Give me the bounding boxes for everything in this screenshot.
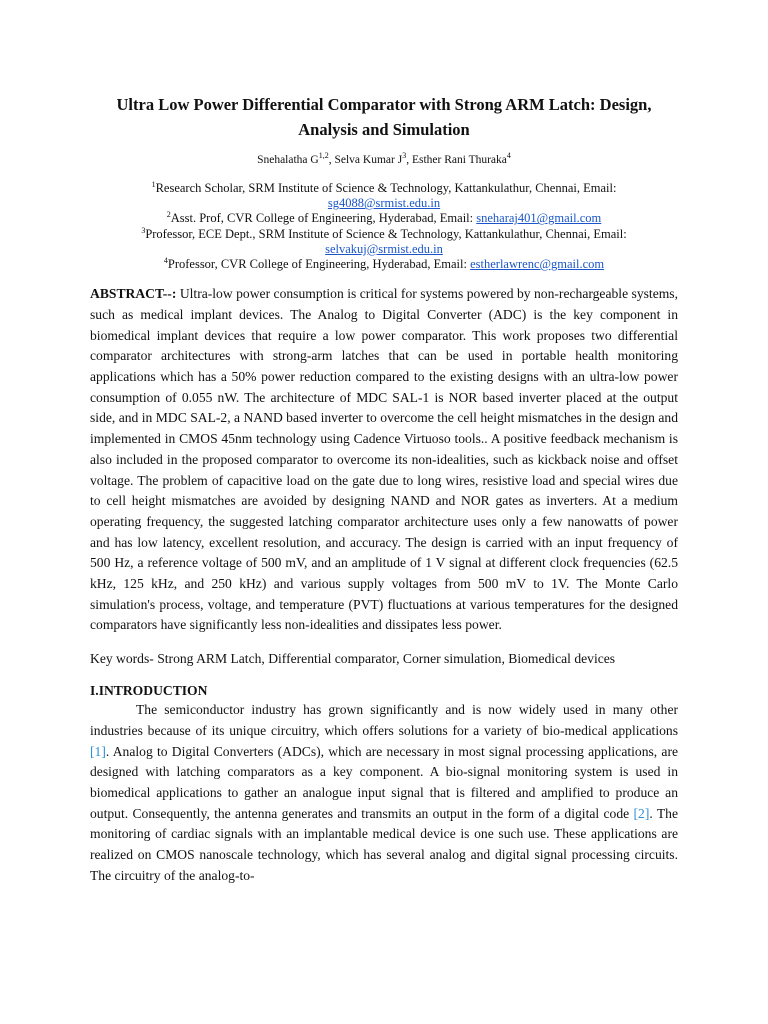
- email-link[interactable]: sg4088@srmist.edu.in: [327, 196, 441, 211]
- email-link[interactable]: selvakuj@srmist.edu.in: [325, 241, 443, 256]
- affiliation-text: Professor, CVR College of Engineering, Hyderabad, Email:: [167, 257, 467, 272]
- affiliation-mark: 1: [151, 179, 156, 189]
- affiliation: [90, 257, 678, 272]
- author: [411, 151, 511, 166]
- abstract-text: Ultra-low power consumption is critical for systems powered by non-rechargeable systems, such as medical implant devices. The Analog to Digital Converter (ADC) is the key component in biomedical implant devices that require a low power comparator. This work proposes two differential comparator architectures with strong-arm latches that can be used in portable health monitoring applications which has a 50% power reduction compared to the existing designs with an ultra-low power consumption of 0.055 nW. The architecture of MDC SAL-1 is NOR based inverter placed at the output side, and in MDC SAL-2, a NAND based inverter to overcome the cell height mismatches in the design and implemented in CMOS 45nm technology using Cadence Virtuoso tools.. A positive feedback mechanism is also included in the proposed comparator to overcome its non-idealities, such as kickback noise and offset voltage. The problem of capacitive load on the gate due to long wires, resistive load and special wires due to cell height mismatches are avoided by designing NAND and NOR gates as inverters. At a medium operating frequency, the suggested latching comparator architecture uses only a few nanowatts of power and has low latency, excellent resolution, and accuracy. The design is carried with an input frequency of 500 Hz, a reference voltage of 500 mV, and an amplitude of 1 V signal at different clock frequencies (62.5 kHz, 125 kHz, and 250 kHz) and various supply voltages from 500 mV to 1V. The Monte Carlo simulation's process, voltage, and temperature (PVT) fluctuations at various temperatures for the designed comparators have significantly less non-idealities and dissipates less power.: [90, 286, 678, 633]
- affiliation: [90, 181, 678, 211]
- author-affiliation-mark: 1,2: [318, 151, 329, 161]
- section-heading: I.INTRODUCTION: [90, 683, 208, 699]
- affiliation-text: Asst. Prof, CVR College of Engineering, Hyderabad, Email:: [170, 211, 474, 226]
- author-name: Snehalatha G: [257, 154, 319, 166]
- affiliation: [90, 211, 678, 226]
- author-affiliation-mark: 4: [506, 151, 511, 161]
- citation-link[interactable]: [2]: [633, 805, 650, 821]
- paper-title: Ultra Low Power Differential Comparator with Strong ARM Latch: Design, Analysis and Simulation: [116, 95, 652, 139]
- affiliation-text: Professor, ECE Dept., SRM Institute of Science & Technology, Kattankulathur, Chennai, Email:: [145, 226, 627, 241]
- author: Snehalatha G$^{1,2}$,: [257, 151, 335, 166]
- affiliation-mark: 4: [163, 255, 168, 265]
- intro-text: The semiconductor industry has grown significantly and is now widely used in many other industries because of its unique circuitry, which offers solutions for a variety of bio-medical applications: [90, 702, 678, 738]
- email-link[interactable]: estherlawrenc@gmail.com: [470, 257, 605, 272]
- author-name: Esther Rani Thuraka: [411, 154, 507, 166]
- affiliation-mark: 3: [141, 225, 146, 235]
- abstract: [90, 284, 678, 636]
- author-affiliation-mark: 3: [402, 151, 407, 161]
- abstract-label: ABSTRACT--:: [90, 286, 177, 302]
- author-name: Selva Kumar J: [334, 154, 403, 166]
- affiliation-text: Research Scholar, SRM Institute of Science & Technology, Kattankulathur, Chennai, Email:: [155, 181, 617, 195]
- keywords: Key words- Strong ARM Latch, Differential comparator, Corner simulation, Biomedical devices: [90, 651, 616, 667]
- intro-paragraph: [90, 700, 678, 886]
- email-link[interactable]: sneharaj401@gmail.com: [476, 211, 602, 226]
- author: Selva Kumar $J^3$,: [334, 151, 412, 166]
- affiliation-mark: 2: [166, 210, 171, 220]
- author-list: [90, 152, 678, 168]
- intro-text: . Analog to Digital Converters (ADCs), which are necessary in most signal processing applications, are designed with latching comparators as a key component. A bio-signal monitoring system is used in biomedical applications to gather an analogue input signal that is filtered and amplified to produce an output. Consequently, the antenna generates and transmits an output in the form of a digital code: [90, 743, 678, 821]
- citation-link[interactable]: [1]: [90, 743, 106, 759]
- affiliation-list: [90, 181, 678, 272]
- affiliation: [90, 227, 678, 257]
- intro-text: . The monitoring of cardiac signals with an implantable medical device is one such use. These applications are realized on CMOS nanoscale technology, which has several analog and digital signal processing circuits. The circuitry of the analog-to-: [90, 805, 679, 883]
